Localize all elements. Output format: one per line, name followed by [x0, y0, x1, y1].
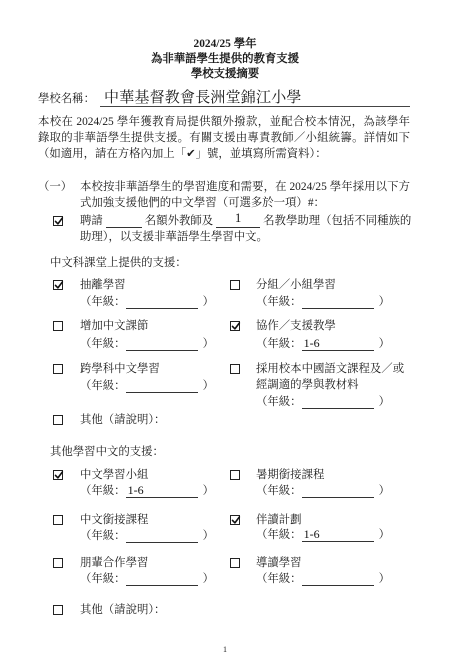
grade-line	[80, 572, 214, 587]
option-label: 增加中文課節	[80, 320, 149, 332]
grade-suffix: ）	[378, 485, 390, 497]
option-label: 協作／支援教學	[256, 320, 336, 332]
grade-line	[256, 528, 390, 543]
checkbox-guided-reading[interactable]	[230, 558, 240, 568]
staffing-assistants-text: 名教學助理（包括不同種族的	[263, 215, 412, 227]
grade-prefix: （年級：	[256, 573, 302, 585]
grade-input[interactable]	[126, 529, 198, 543]
option-label: 跨學科中文學習	[80, 363, 160, 375]
option-label: 中文學習小組	[80, 469, 149, 481]
staffing-hire-text: 聘請	[80, 215, 103, 227]
grade-value: 1-6	[127, 483, 144, 497]
grade-value	[302, 394, 304, 408]
grade-line	[80, 529, 214, 544]
grade-input[interactable]	[126, 295, 198, 309]
grade-prefix: （年級：	[256, 338, 302, 350]
checkbox-other-support[interactable]	[53, 605, 63, 615]
option-label: 其他（請說明）：	[80, 414, 166, 426]
grade-suffix: ）	[202, 338, 214, 350]
intro-line: 本校在 2024/25 學年獲教育局提供額外撥款，並配合校本情況，為該學年	[38, 116, 410, 128]
grade-line	[256, 337, 390, 352]
school-year-title: 2024/25 學年	[193, 38, 257, 50]
checkmark-icon	[54, 470, 64, 480]
grade-prefix: （年級：	[80, 573, 126, 585]
checkbox-summer-bridging[interactable]	[230, 470, 240, 480]
checkbox-group-learning[interactable]	[230, 280, 240, 290]
option-label: 暑期銜接課程	[256, 469, 325, 481]
grade-suffix: ）	[378, 296, 390, 308]
grade-input[interactable]	[302, 395, 374, 409]
grade-suffix: ）	[378, 338, 390, 350]
grade-prefix: （年級：	[80, 296, 126, 308]
grade-input[interactable]	[126, 379, 198, 393]
option-label: 中文銜接課程	[80, 514, 149, 526]
grade-value	[126, 571, 128, 585]
grade-suffix: ）	[202, 380, 214, 392]
grade-value: 1-6	[303, 527, 320, 541]
checkmark-icon	[54, 280, 64, 290]
grade-input[interactable]	[126, 337, 198, 351]
checkmark-icon	[231, 515, 241, 525]
grade-value	[302, 294, 304, 308]
grade-prefix: （年級：	[256, 296, 302, 308]
grade-input[interactable]	[126, 484, 198, 498]
checkbox-reading-partner[interactable]	[230, 515, 240, 525]
grade-value	[126, 294, 128, 308]
extra-teachers-field[interactable]	[106, 214, 142, 228]
teaching-assistants-field[interactable]	[216, 211, 260, 228]
grade-suffix: ）	[378, 529, 390, 541]
checkbox-school-based-curriculum[interactable]	[230, 364, 240, 374]
grade-input[interactable]	[302, 484, 374, 498]
school-name-label: 學校名稱：	[38, 93, 95, 105]
checkbox-other-classroom[interactable]	[53, 415, 63, 425]
grade-prefix: （年級：	[80, 485, 126, 497]
grade-value	[126, 528, 128, 542]
staffing-line	[80, 211, 412, 229]
grade-input[interactable]	[302, 528, 374, 542]
school-name-underline	[100, 106, 410, 107]
option-label: 其他（請說明）：	[80, 604, 166, 616]
option-label: 導讀學習	[256, 557, 302, 569]
grade-prefix: （年級：	[80, 380, 126, 392]
classroom-support-heading: 中文科課堂上提供的支援：	[50, 257, 187, 269]
checkbox-chinese-learning-group[interactable]	[53, 470, 63, 480]
checkmark-icon	[231, 321, 241, 331]
checkbox-pullout-learning[interactable]	[53, 280, 63, 290]
grade-input[interactable]	[302, 295, 374, 309]
staffing-line: 助理），以支援非華語學生學習中文。	[80, 231, 268, 243]
checkbox-co-teaching[interactable]	[230, 321, 240, 331]
grade-line	[256, 572, 390, 587]
intro-line: （如適用，請在方格內加上「✔」號，並填寫所需資料）：	[38, 148, 327, 160]
grade-suffix: ）	[202, 485, 214, 497]
grade-suffix: ）	[378, 573, 390, 585]
grade-prefix: （年級：	[256, 485, 302, 497]
grade-line	[80, 295, 214, 310]
grade-prefix: （年級：	[80, 338, 126, 350]
grade-value	[302, 571, 304, 585]
checkbox-staffing[interactable]	[53, 216, 63, 226]
option-label: 朋輩合作學習	[80, 557, 149, 569]
option-label: 抽離學習	[80, 279, 126, 291]
grade-line	[256, 395, 390, 410]
grade-suffix: ）	[378, 396, 390, 408]
option-label: 採用校本中國語文課程及／或	[256, 363, 405, 375]
document-subtitle: 學校支援摘要	[190, 68, 260, 80]
document-title: 為非華語學生提供的教育支援	[150, 53, 300, 65]
page-number: 1	[223, 645, 227, 654]
grade-value	[126, 378, 128, 392]
checkmark-icon	[54, 216, 64, 226]
grade-line	[256, 295, 390, 310]
section-description: 本校按非華語學生的學習進度和需要，在 2024/25 學年採用以下方	[80, 181, 410, 193]
grade-input[interactable]	[126, 572, 198, 586]
grade-value	[302, 483, 304, 497]
extra-teachers-value	[106, 213, 108, 227]
grade-line	[80, 379, 214, 394]
grade-suffix: ）	[202, 573, 214, 585]
grade-line	[80, 337, 214, 352]
grade-line	[256, 484, 390, 499]
grade-suffix: ）	[202, 296, 214, 308]
other-support-heading: 其他學習中文的支援：	[50, 446, 164, 458]
option-label: 分組／小組學習	[256, 279, 336, 291]
grade-prefix: （年級：	[256, 529, 302, 541]
option-label: 經調適的學與教材料	[256, 379, 359, 391]
teaching-assistants-value: 1	[235, 211, 242, 225]
option-label: 伴讀計劃	[256, 514, 302, 526]
section-description: 式加強支援他們的中文學習（可選多於一項）#：	[80, 197, 325, 209]
checkbox-extra-lessons[interactable]	[53, 321, 63, 331]
grade-suffix: ）	[202, 530, 214, 542]
intro-line: 錄取的非華語學生提供支援。有關支援由專責教師／小組統籌。詳情如下	[38, 132, 410, 144]
grade-prefix: （年級：	[80, 530, 126, 542]
section-number: （一）	[38, 181, 73, 193]
grade-value: 1-6	[303, 336, 320, 350]
school-name-value: 中華基督教會長洲堂錦江小學	[104, 90, 302, 106]
checkbox-peer-learning[interactable]	[53, 558, 63, 568]
grade-value	[126, 336, 128, 350]
grade-prefix: （年級：	[256, 396, 302, 408]
checkbox-cross-curricular[interactable]	[53, 364, 63, 374]
grade-input[interactable]	[302, 337, 374, 351]
grade-line	[80, 484, 214, 499]
checkbox-chinese-bridging[interactable]	[53, 515, 63, 525]
staffing-teachers-text: 名額外教師及	[144, 215, 214, 227]
grade-input[interactable]	[302, 572, 374, 586]
